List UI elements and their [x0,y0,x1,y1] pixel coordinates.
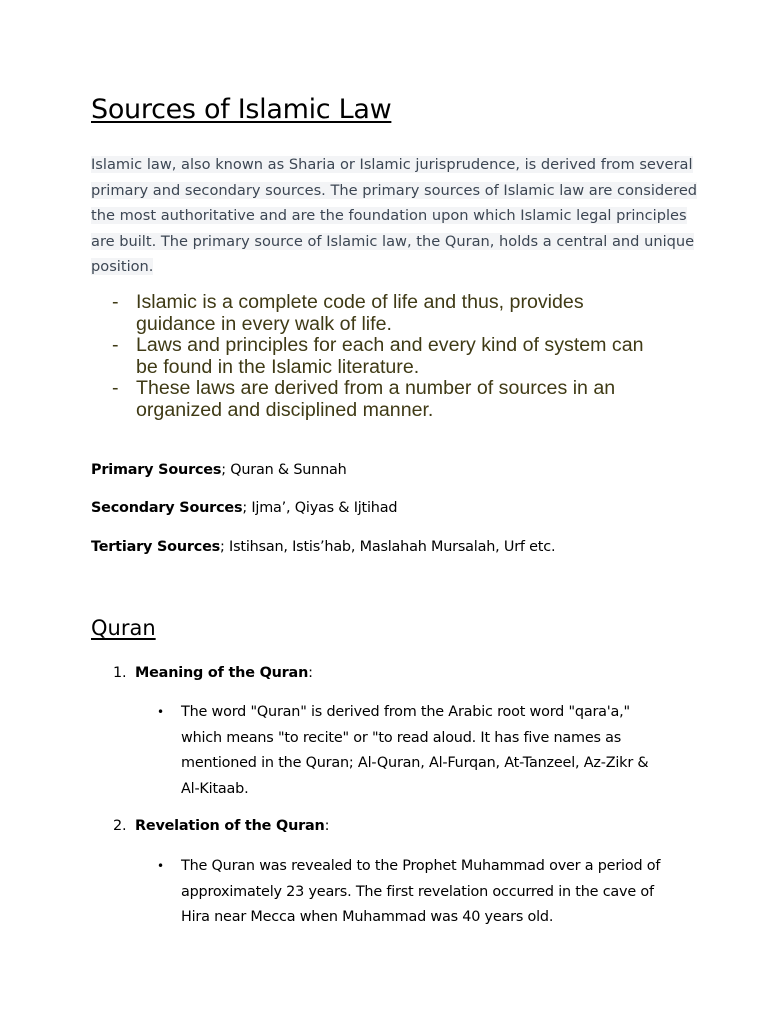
numbered-item-revelation: 2. Revelation of the Quran: [113,818,330,834]
intro-line: the most authoritative and are the foundation upon which Islamic legal principles [91,207,687,224]
bullet-marker: • [157,859,164,873]
page-title: Sources of Islamic Law [91,94,392,125]
intro-line: position. [91,258,154,275]
dash-marker: - [112,377,119,399]
bullet-item-revelation: • The Quran was revealed to the Prophet Muhammad over a period of approximately 23 years. The first revelation occurred in the cave of Hira near Mecca when Muhammad was 40 years old. [157,854,677,931]
dash-marker: - [112,334,119,356]
dash-marker: - [112,291,119,313]
secondary-sources-label: Secondary Sources [91,500,243,516]
secondary-sources-line: Secondary Sources; Ijma’, Qiyas & Ijtihad [91,500,398,516]
intro-line: primary and secondary sources. The primary sources of Islamic law are considered [91,181,698,199]
intro-line: Islamic law, also known as Sharia or Islamic jurisprudence, is derived from several [91,156,693,173]
dash-list-item: - Islamic is a complete code of life and thus, provides guidance in every walk of life. [112,291,584,335]
numbered-item-meaning: 1. Meaning of the Quran: [113,665,313,681]
dash-list-item: - Laws and principles for each and every kind of system can be found in the Islamic literature. [112,334,644,378]
primary-sources-label: Primary Sources [91,462,222,478]
tertiary-sources-line: Tertiary Sources; Istihsan, Istis’hab, Maslahah Mursalah, Urf etc. [91,539,556,555]
bullet-marker: • [157,705,164,719]
bullet-item-meaning: • The word "Quran" is derived from the Arabic root word "qara'a," which means "to recite" or "to read aloud. It has five names as mentioned in the Quran; Al-Quran, Al-Furqan, At-Tanzeel, Az-Zikr & Al-Kitaab. [157,700,677,802]
dash-list [108,292,668,421]
quran-heading: Quran [91,616,156,640]
tertiary-sources-label: Tertiary Sources [91,539,221,555]
intro-line: are built. The primary source of Islamic law, the Quran, holds a central and unique [91,232,695,250]
dash-list-item: - These laws are derived from a number of sources in an organized and disciplined manner. [112,377,616,421]
primary-sources-line: Primary Sources; Quran & Sunnah [91,462,347,478]
intro-paragraph [91,152,698,280]
